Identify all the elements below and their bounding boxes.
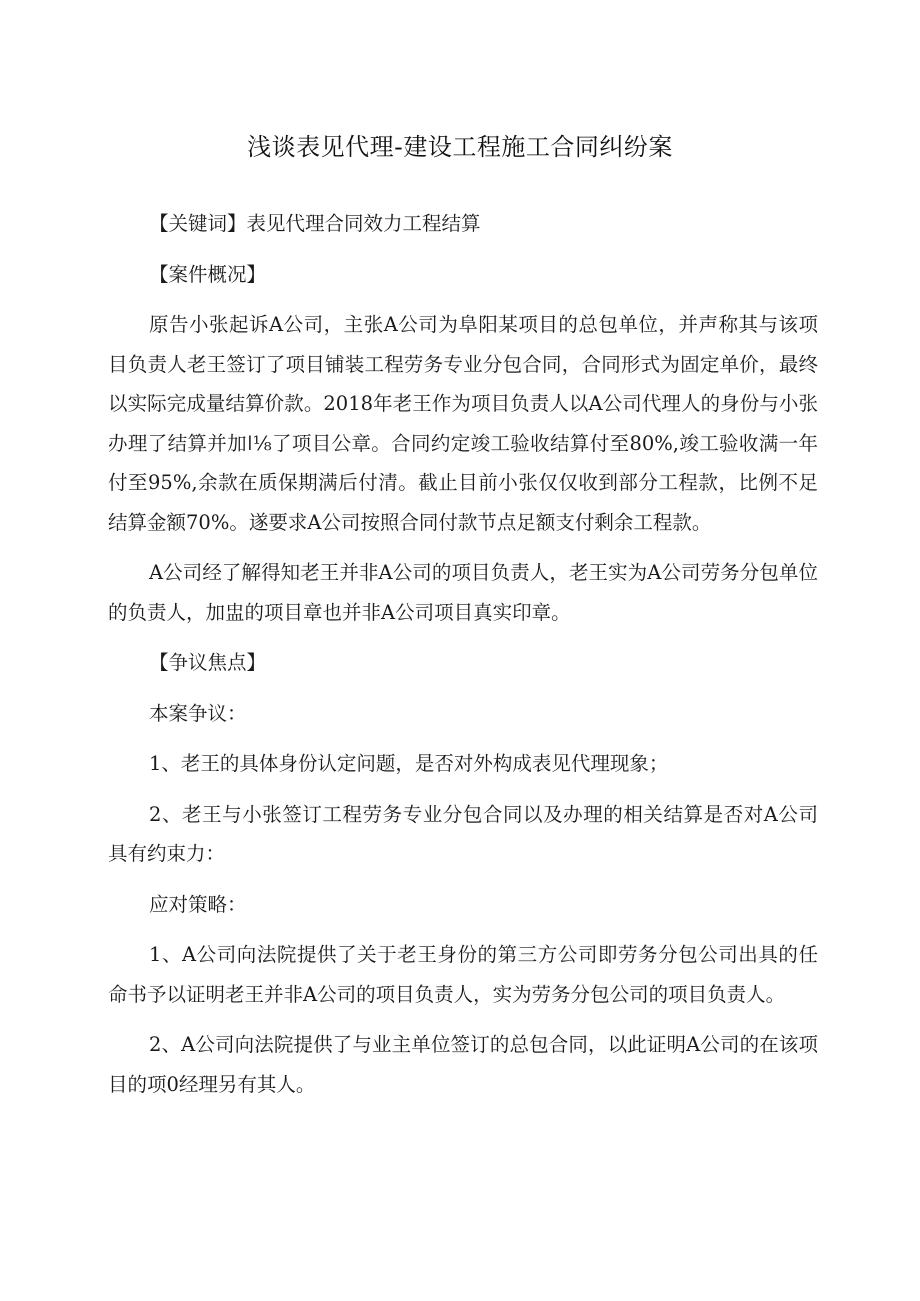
strategy-item: 2、A公司向法院提供了与业主单位签订的总包合同，以此证明A公司的在该项目的项0经理另有其人。 <box>108 1033 818 1096</box>
case-overview-heading: 【案件概况】 <box>149 262 267 286</box>
keywords-label: 【关键词】 <box>149 212 247 235</box>
dispute-item: 1、老王的具体身份认定问题，是否对外构成表见代理现象； <box>149 752 669 775</box>
dispute-item: 2、老王与小张签订工程劳务专业分包合同以及办理的相关结算是否对A公司具有约束力： <box>108 802 818 865</box>
dispute-sub-heading: 本案争议： <box>149 701 247 725</box>
dispute-focus-heading: 【争议焦点】 <box>149 651 267 674</box>
strategy-item: 1、A公司向法院提供了关于老王身份的第三方公司即劳务分包公司出具的任命书予以证明老王并非A公司的项目负责人，实为劳务分包公司的项目负责人。 <box>108 943 818 1006</box>
case-overview-paragraph: 原告小张起诉A公司，主张A公司为阜阳某项目的总包单位，并声称其与该项目负责人老王签订了项目铺装工程劳务专业分包合同，合同形式为固定单价，最终以实际完成量结算价款。2018年老王作为项目负责人以A公司代理人的身份与小张办理了结算并加ǀ⅛了项目公章。合同约定竣工验收结算付至80%,竣工验收满一年付至95%,余款在质保期满后付清。截止目前小张仅仅收到部分工程款，比例不足结算金额70%。遂要求A公司按照合同付款节点足额支付剩余工程款。 <box>108 313 818 534</box>
strategy-heading: 应对策略： <box>149 892 247 916</box>
document-body <box>108 204 818 1115</box>
keywords-text: 表见代理合同效力工程结算 <box>246 212 481 235</box>
keywords-line <box>108 204 818 244</box>
document-title: 浅谈表见代理-建设工程施工合同纠纷案 <box>247 133 673 161</box>
case-overview-paragraph: A公司经了解得知老王并非A公司的项目负责人，老王实为A公司劳务分包单位的负责人，加盅的项目章也并非A公司项目真实印章。 <box>108 561 818 624</box>
